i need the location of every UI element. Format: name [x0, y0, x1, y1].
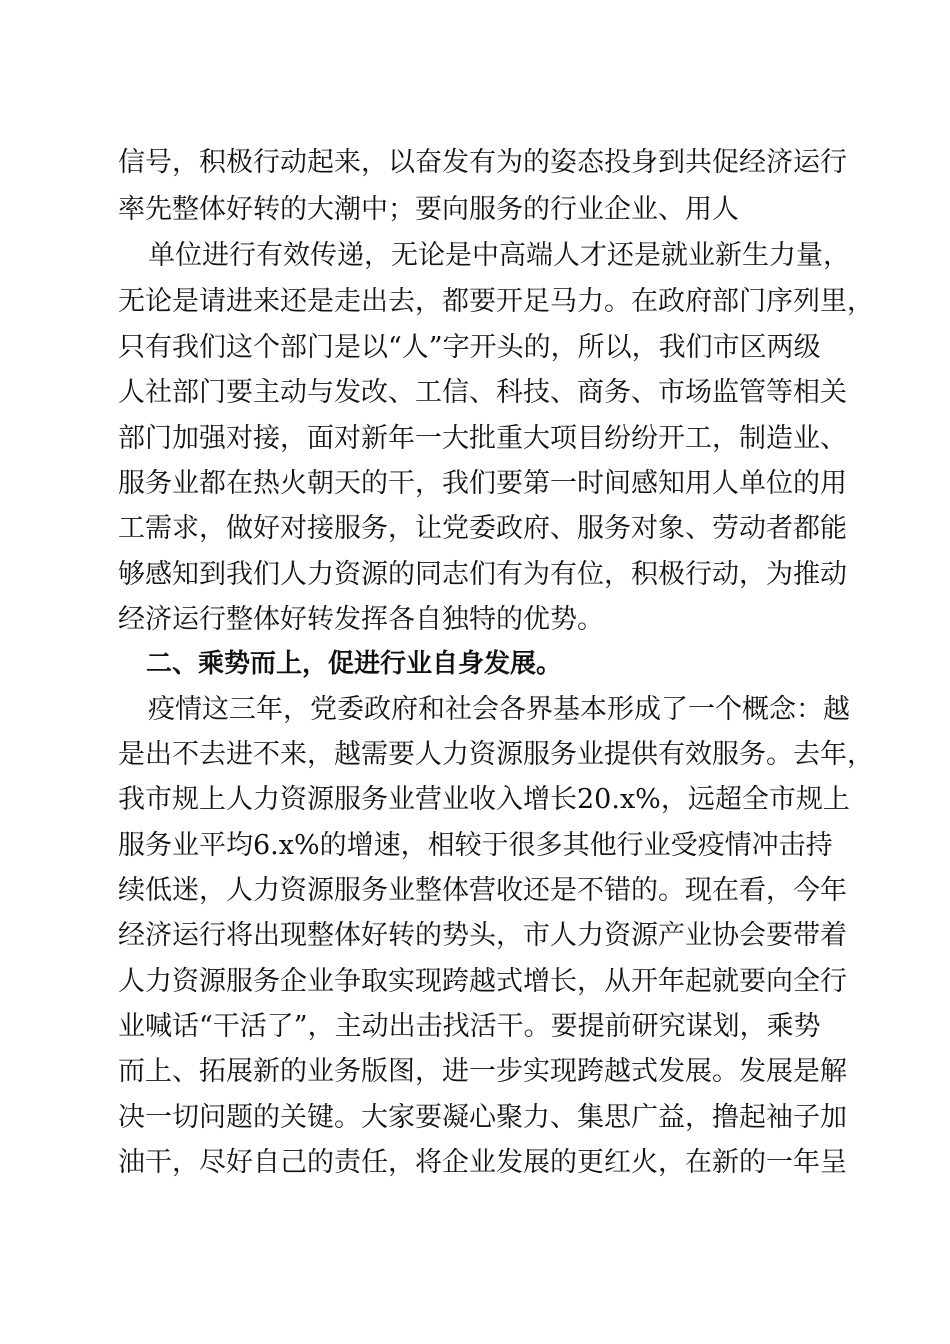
- paragraph-line: 续低迷，人力资源服务业整体营收还是不错的。现在看，今年: [118, 875, 847, 906]
- paragraph-line: 我市规上人力资源服务业营业收入增长20.x%，远超全市规上: [118, 784, 850, 815]
- paragraph-line: 人社部门要主动与发改、工信、科技、商务、市场监管等相关: [118, 377, 847, 408]
- paragraph-line: 疫情这三年，党委政府和社会各界基本形成了一个概念：越: [148, 694, 850, 725]
- paragraph-line: 业喊话“干活了”，主动出击找活干。要提前研究谋划，乘势: [118, 1011, 821, 1042]
- paragraph-line: 是出不去进不来，越需要人力资源服务业提供有效服务。去年，: [118, 739, 874, 770]
- paragraph-line: 无论是请进来还是走出去，都要开足马力。在政府部门序列里，: [118, 286, 874, 317]
- paragraph-line: 工需求，做好对接服务，让党委政府、服务对象、劳动者都能: [118, 513, 847, 544]
- section-heading: 二、乘势而上，促进行业自身发展。: [146, 649, 563, 679]
- paragraph-line: 部门加强对接，面对新年一大批重大项目纷纷开工，制造业、: [118, 423, 847, 454]
- paragraph-line: 经济运行整体好转发挥各自独特的优势。: [118, 604, 604, 635]
- paragraph-line: 经济运行将出现整体好转的势头，市人力资源产业协会要带着: [118, 920, 847, 951]
- paragraph-line: 率先整体好转的大潮中；要向服务的行业企业、用人: [118, 194, 739, 225]
- paragraph-line: 服务业都在热火朝天的干，我们要第一时间感知用人单位的用: [118, 468, 847, 499]
- paragraph-line: 信号，积极行动起来，以奋发有为的姿态投身到共促经济运行: [118, 147, 847, 178]
- paragraph-line: 只有我们这个部门是以“人”字开头的，所以，我们市区两级: [118, 332, 821, 363]
- paragraph-line: 够感知到我们人力资源的同志们有为有位，积极行动，为推动: [118, 559, 847, 590]
- paragraph-line: 决一切问题的关键。大家要凝心聚力、集思广益，撸起袖子加: [118, 1102, 847, 1133]
- paragraph-line: 而上、拓展新的业务版图，进一步实现跨越式发展。发展是解: [118, 1056, 847, 1087]
- paragraph-line: 单位进行有效传递，无论是中高端人才还是就业新生力量，: [148, 240, 850, 271]
- paragraph-line: 服务业平均6.x%的增速，相较于很多其他行业受疫情冲击持: [118, 830, 833, 861]
- paragraph-line: 油干，尽好自己的责任，将企业发展的更红火，在新的一年呈: [118, 1147, 847, 1178]
- paragraph-line: 人力资源服务企业争取实现跨越式增长，从开年起就要向全行: [118, 966, 847, 997]
